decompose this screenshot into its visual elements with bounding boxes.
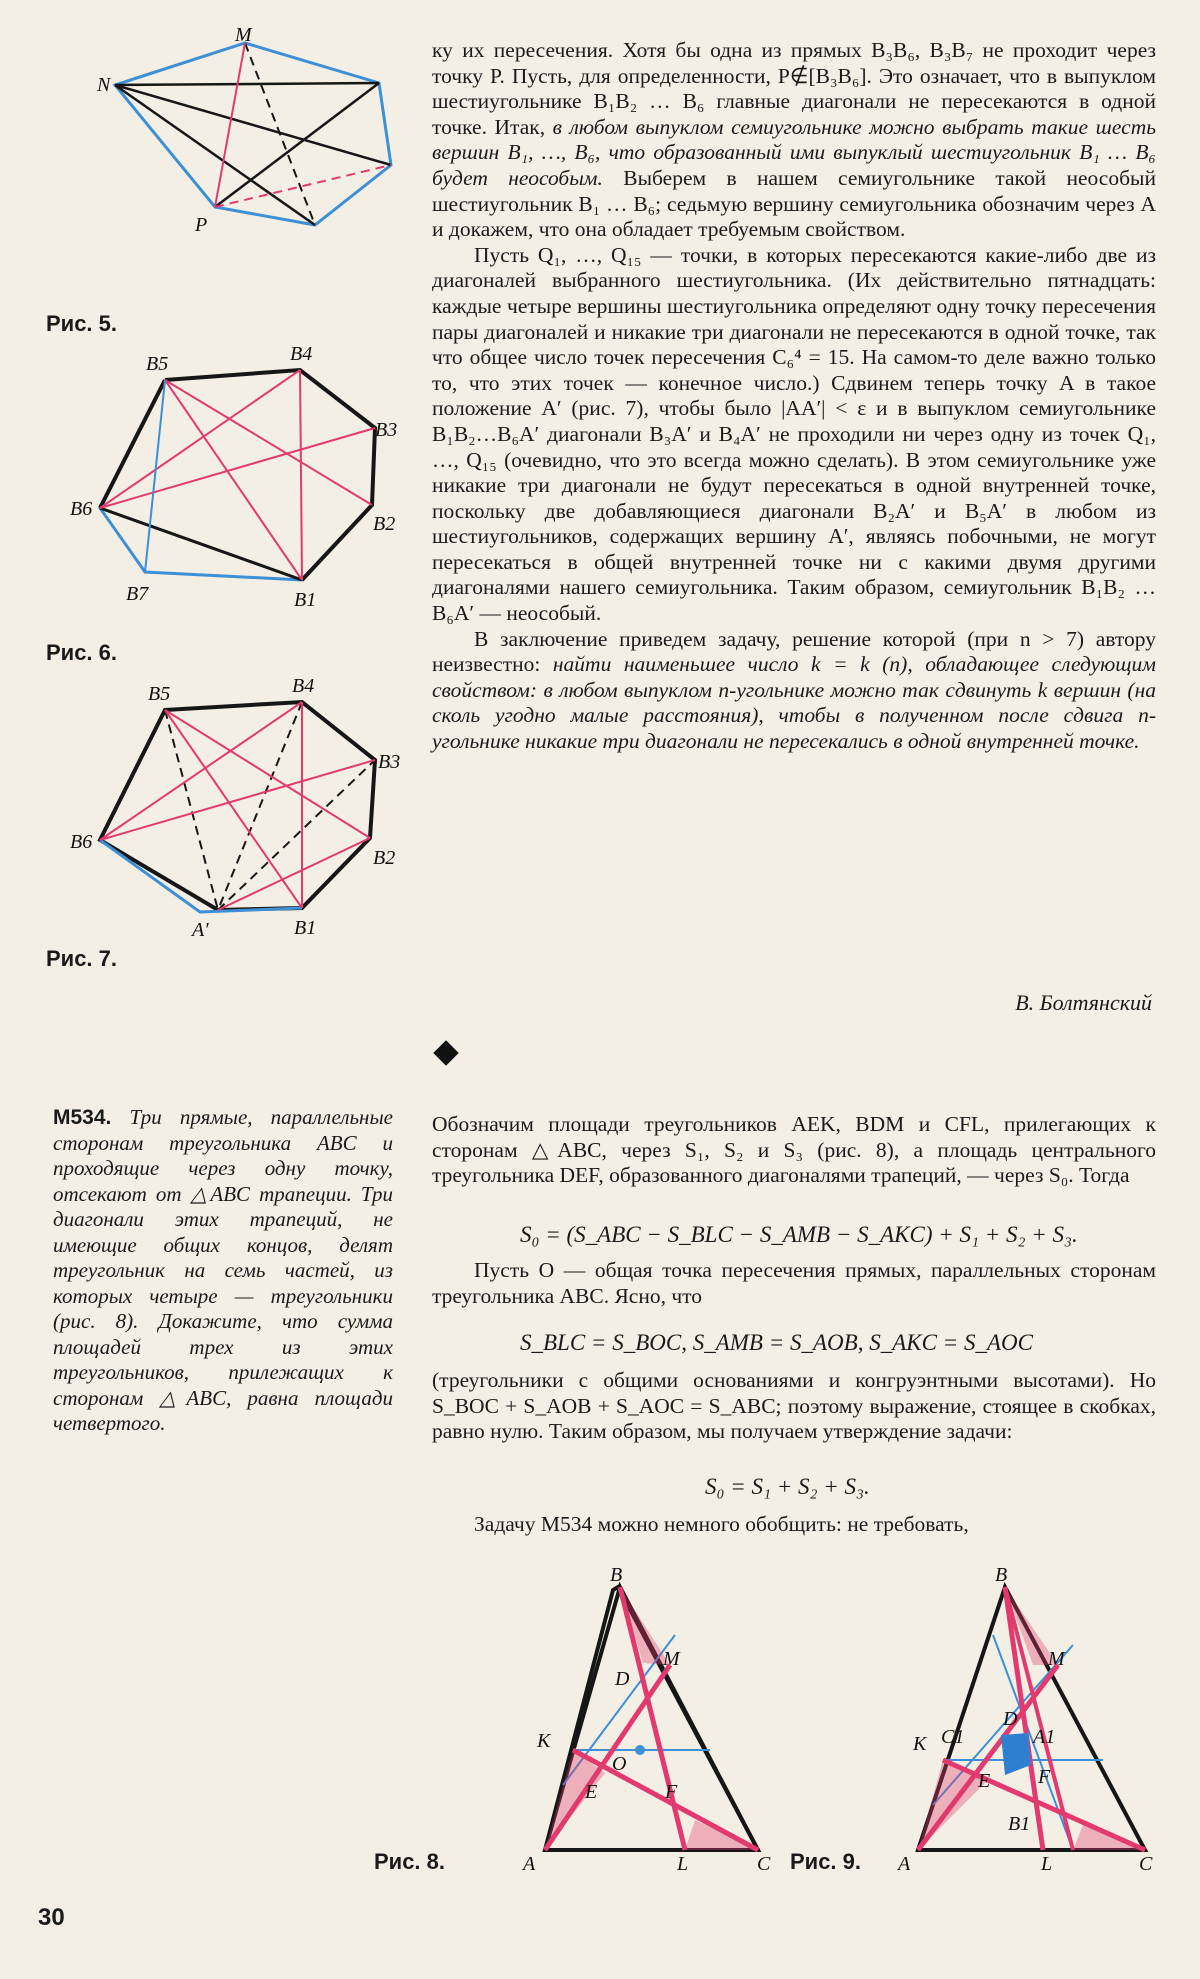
fig8-label-l: L [677, 1853, 689, 1875]
figure-9 [893, 1565, 1173, 1885]
fig7-label-b2: B2 [373, 847, 396, 869]
fig9-label-f: F [1038, 1766, 1051, 1788]
fig5-label-p: P [195, 214, 208, 236]
solution-paragraph-4-wrap [432, 1512, 1156, 1538]
fig6-label-b5: B5 [146, 353, 169, 375]
fig6-label-b2: B2 [373, 513, 396, 535]
fig8-label-k: K [537, 1730, 551, 1752]
figure-8 [515, 1565, 785, 1885]
fig8-caption: Рис. 8. [374, 1849, 446, 1874]
fig5-label-m: M [235, 25, 252, 46]
solution-paragraph-2: Пусть O — общая точка пересечения прямых, параллельных сторонам треугольника ABC. Ясно, что [432, 1258, 1156, 1308]
fig8-label-c: C [757, 1853, 771, 1875]
fig9-label-l: L [1041, 1853, 1053, 1875]
fig8-label-e: E [585, 1781, 598, 1803]
solution-paragraph-1: Обозначим площади треугольников AEK, BDM и CFL, прилегающих к сторонам △ABC, через S₁, S₂ и S₃ (рис. 8), а площадь центрального треугольника DEF, образованного диагоналями трапеций, — через S₀. Тогда [432, 1112, 1156, 1188]
solution-paragraph-2-wrap [432, 1258, 1156, 1309]
fig6-label-b7: B7 [126, 583, 149, 605]
fig8-label-b: B [610, 1565, 623, 1586]
fig6-label-b1: B1 [294, 589, 317, 610]
fig9-caption: Рис. 9. [790, 1849, 862, 1874]
formula-3: S₀ = S₁ + S₂ + S₃. [705, 1474, 870, 1499]
fig7-label-b1: B1 [294, 917, 317, 939]
fig6-label-b3: B3 [375, 419, 398, 441]
fig5-label-n: N [97, 74, 111, 96]
fig9-label-e: E [978, 1770, 991, 1792]
section-separator-diamond [433, 1040, 458, 1065]
fig7-label-a-prime: A′ [192, 919, 209, 940]
formula-1: S₀ = (S_ABC − S_BLC − S_AMB − S_AKC) + S₁ + S₂ + S₃. [520, 1222, 1078, 1247]
problem-statement [53, 1105, 393, 1437]
problem-text: Три прямые, параллельные сторонам треугольника ABC и проходящие через одну точку, отсекают от △ABC трапеции. Три диагонали этих трапеций, не имеющие общих концов, делят треугольник на семь частей, из которых четыре — треугольники (рис. 8). Докажите, что сумма площадей трех из этих треугольников, прилежащих к сторонам △ABC, равна площади четвертого. [53, 1105, 393, 1435]
solution-paragraph-3: (треугольники с общими основаниями и конгруэнтными высотами). Но S_BOC + S_AOB + S_AOC = S_ABC; поэтому выражение, стоящее в скобках, равно нулю. Таким образом, мы получаем утверждение задачи: [432, 1368, 1156, 1444]
fig6-caption: Рис. 6. [46, 640, 118, 665]
fig7-label-b3: B3 [378, 751, 401, 773]
fig9-label-b1: B1 [1008, 1813, 1031, 1835]
paragraph-2: Пусть Q₁, …, Q₁₅ — точки, в которых пересекаются какие-либо две из диагоналей выбранного шестиугольника. (Их действительно пятнадцать: каждые четыре вершины шестиугольника определяют одну точку пересечения пары диагоналей и никакие три диагонали не пересекаются в одной точке, так что общее число точек пересечения C₆⁴ = 15. На самом-то деле важно только то, что этих точек — конечное число.) Сдвинем теперь точку A в такое положение A′ (рис. 7), чтобы было |AA′| < ε и в выпуклом семиугольнике B₁B₂…B₆A′ диагонали B₃A′ и B₄A′ не проходили ни через одну из точек Q₁, …, Q₁₅ (очевидно, что это всегда можно сделать). В этом семиугольнике уже никакие три диагонали не будут пересекаться в одной внутренней точке, поскольку две добавляющиеся диагонали B₂A′ и B₅A′ в любом из шестиугольников, содержащих вершину A′, являясь побочными, не могут пересекаться в общей внутренней точке ни с какими двумя другими диагоналями нашего семиугольника. Таким образом, семиугольник B₁B₂ … B₆A′ — неособый. [432, 242, 1156, 626]
fig9-label-m: M [1048, 1648, 1065, 1670]
fig9-label-d: D [1003, 1708, 1018, 1730]
paragraph-1: ку их пересечения. Хотя бы одна из прямых B₃B₆, B₃B₇ не проходит через точку P. Пусть, для определенности, P∉[B₃B₆]. Это означает, что в выпуклом шестиугольнике B₁B₂ … B₆ главные диагонали не пересекаются в одной точке. Итак, в любом выпуклом семиугольнике можно выбрать такие шесть вершин B₁, …, B₆, что образованный ими выпуклый шестиугольник B₁ … B₆ будет неособым. Выберем в нашем семиугольнике такой неособый шестиугольник B₁ … B₆; седьмую вершину семиугольника обозначим через A и докажем, что она обладает требуемым свойством. [432, 38, 1157, 242]
fig5-caption: Рис. 5. [46, 311, 118, 336]
fig7-caption: Рис. 7. [46, 946, 118, 971]
fig9-label-c1: C1 [941, 1726, 965, 1748]
figure-6 [70, 340, 410, 610]
page-number: 30 [38, 1904, 65, 1931]
figure-7 [70, 670, 410, 940]
fig8-label-m: M [663, 1648, 680, 1670]
paragraph-3: В заключение приведем задачу, решение которой (при n > 7) автору неизвестно: найти наименьшее число k = k (n), обладающее следующим свойством: в любом выпуклом n-угольнике можно так сдвинуть k вершин (на сколь угодно малые расстояния), чтобы в полученном после сдвига n-угольнике никакие три диагонали не пересекались в одной внутренней точке. [432, 626, 1157, 754]
fig8-label-o: O [612, 1753, 627, 1775]
fig9-label-b: B [995, 1565, 1008, 1586]
fig8-label-f: F [665, 1781, 678, 1803]
fig7-label-b6: B6 [70, 831, 93, 853]
problem-number: М534. [53, 1106, 112, 1129]
fig8-label-a: A [523, 1853, 536, 1875]
formula-2: S_BLC = S_BOC, S_AMB = S_AOB, S_AKC = S_AOC [520, 1330, 1033, 1355]
solution-paragraph-3-wrap [432, 1368, 1156, 1445]
author-signature: В. Болтянский [1015, 990, 1152, 1015]
fig9-label-a: A [898, 1853, 911, 1875]
fig6-label-b4: B4 [290, 343, 313, 365]
fig9-label-a1: A1 [1033, 1726, 1056, 1748]
fig6-label-b6: B6 [70, 498, 93, 520]
main-text-column [432, 38, 1156, 755]
fig7-label-b5: B5 [148, 683, 171, 705]
fig9-label-k: K [913, 1733, 927, 1755]
fig7-label-b4: B4 [292, 675, 315, 697]
fig9-label-c: C [1139, 1853, 1153, 1875]
fig8-label-d: D [615, 1668, 630, 1690]
solution-text [432, 1112, 1156, 1189]
solution-paragraph-4: Задачу М534 можно немного обобщить: не требовать, [474, 1512, 969, 1536]
figure-5 [95, 25, 415, 295]
